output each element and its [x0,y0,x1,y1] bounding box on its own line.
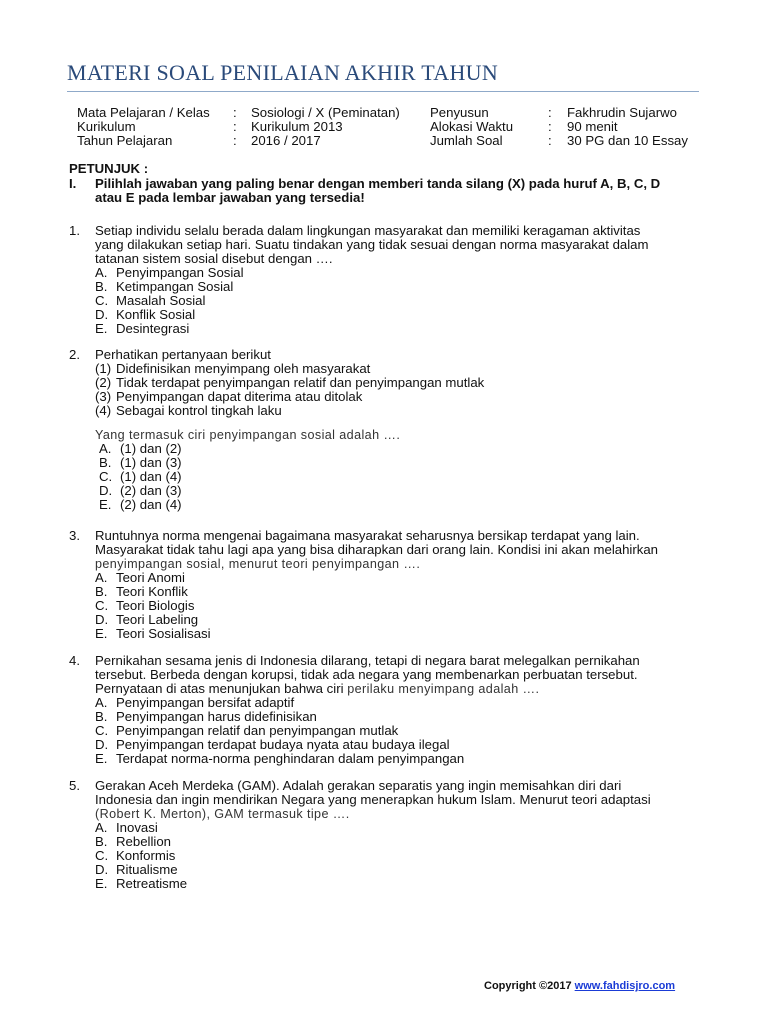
option [95,266,705,280]
option-letter: E. [95,751,108,766]
instructions-line: atau E pada lembar jawaban yang tersedia! [95,190,365,205]
statement-number: (1) [95,361,112,376]
question-stem: yang dilakukan setiap hari. Suatu tindakan yang tidak sesuai dengan norma masyarakat dalam [95,237,649,252]
option-letter: D. [95,737,109,752]
option [95,752,705,766]
option [95,322,705,336]
option [95,710,705,724]
option-text: Konformis [116,848,176,863]
option-text: Penyimpangan bersifat adaptif [116,695,295,710]
question-stem: Masyarakat tidak tahu lagi apa yang bisa diharapkan dari orang lain. Kondisi ini akan melahirkan [95,542,659,557]
question-stem: Runtuhnya norma mengenai bagaimana masyarakat seharusnya bersikap terdapat yang lain. [95,528,640,543]
question-number: 5. [69,778,80,793]
option-letter: E. [95,876,108,891]
statement-number: (2) [95,375,112,390]
option [95,498,705,512]
instructions-heading: PETUNJUK : [69,161,149,176]
option-text: Rebellion [116,834,171,849]
option-text: Konflik Sosial [116,307,196,322]
info-value: Fakhrudin Sujarwo [567,105,677,120]
info-value: 90 menit [567,119,618,134]
option-letter: D. [95,612,109,627]
info-sep: : [548,119,552,134]
option [95,442,705,456]
instructions-line: Pilihlah jawaban yang paling benar dengan memberi tanda silang (X) pada huruf A, B, C, D [95,176,661,191]
statement-text: Didefinisikan menyimpang oleh masyarakat [116,361,371,376]
question-stem: Setiap individu selalu berada dalam lingkungan masyarakat dan memiliki keragaman aktivitas [95,223,641,238]
statement [95,362,705,376]
option-text: Penyimpangan harus didefinisikan [116,709,317,724]
question-stem [95,682,705,696]
option [95,585,705,599]
question-number: 2. [69,347,80,362]
info-value: 30 PG dan 10 Essay [567,133,688,148]
info-label: Penyusun [430,105,489,120]
statement [95,404,705,418]
option-letter: D. [99,483,113,498]
option-text: Ritualisme [116,862,178,877]
question-number: 3. [69,528,80,543]
info-label: Jumlah Soal [430,133,503,148]
option-text: Teori Labeling [116,612,199,627]
option-letter: B. [99,455,112,470]
option-letter: A. [95,695,108,710]
option-letter: E. [95,626,108,641]
option [95,308,705,322]
option-text: (1) dan (3) [120,455,182,470]
copyright-text: Copyright ©2017 [484,980,575,992]
question-stem: tatanan sistem sosial disebut dengan …. [95,251,333,266]
info-value: Sosiologi / X (Peminatan) [251,105,400,120]
option [95,849,705,863]
option [95,738,705,752]
question-stem: Pernikahan sesama jenis di Indonesia dilarang, tetapi di negara barat melegalkan pernikahan [95,653,640,668]
option [95,280,705,294]
option-letter: E. [95,321,108,336]
option [95,613,705,627]
option-letter: B. [95,709,108,724]
option-text: Penyimpangan terdapat budaya nyata atau budaya ilegal [116,737,450,752]
info-sep: : [233,133,237,148]
option-text: Teori Biologis [116,598,195,613]
question-number: 1. [69,223,80,238]
option-text: Retreatisme [116,876,188,891]
question-stem: penyimpangan sosial, menurut teori penyimpangan …. [95,557,421,571]
option-letter: A. [95,570,108,585]
option-text: Teori Sosialisasi [116,626,211,641]
option-letter: C. [95,723,109,738]
info-sep: : [233,105,237,120]
info-sep: : [548,105,552,120]
option-text: Teori Konflik [116,584,188,599]
option-letter: B. [95,279,108,294]
info-value: 2016 / 2017 [251,133,321,148]
option [95,863,705,877]
statement-text: Penyimpangan dapat diterima atau ditolak [116,389,363,404]
option-text: Penyimpangan Sosial [116,265,244,280]
page-title: MATERI SOAL PENILAIAN AKHIR TAHUN [67,60,499,85]
website-link[interactable]: www.fahdisjro.com [574,980,676,992]
statement-text: Tidak terdapat penyimpangan relatif dan penyimpangan mutlak [116,375,485,390]
statement [95,390,705,404]
option-text: (1) dan (4) [120,469,182,484]
option-letter: B. [95,584,108,599]
option [95,484,705,498]
question-stem: Perhatikan pertanyaan berikut [95,347,271,362]
question-stem: Gerakan Aceh Merdeka (GAM). Adalah gerakan separatis yang ingin memisahkan diri dari [95,778,622,793]
question-stem: tersebut. Berbeda dengan korupsi, tidak ada negara yang membenarkan perbuatan tersebut. [95,667,638,682]
title-divider [67,91,699,92]
option-letter: E. [99,497,112,512]
option [95,456,705,470]
option-letter: D. [95,862,109,877]
statement-number: (4) [95,403,112,418]
option-letter: A. [99,441,112,456]
option [95,571,705,585]
option [95,696,705,710]
info-label: Tahun Pelajaran [77,133,173,148]
info-value: Kurikulum 2013 [251,119,343,134]
option-text: Desintegrasi [116,321,190,336]
option-letter: C. [99,469,113,484]
option-text: Inovasi [116,820,158,835]
copyright-footer [484,980,675,992]
question-stem-part: perilaku menyimpang adalah …. [347,682,540,696]
info-sep: : [548,133,552,148]
option-text: (2) dan (4) [120,497,182,512]
question-prompt: Yang termasuk ciri penyimpangan sosial adalah …. [95,428,401,442]
option-text: (2) dan (3) [120,483,182,498]
info-sep: : [233,119,237,134]
option-text: Penyimpangan relatif dan penyimpangan mutlak [116,723,399,738]
info-label: Mata Pelajaran / Kelas [77,105,210,120]
statement [95,376,705,390]
option-letter: D. [95,307,109,322]
option [95,599,705,613]
statement-number: (3) [95,389,112,404]
option-letter: C. [95,293,109,308]
option [95,294,705,308]
option-letter: A. [95,265,108,280]
option [95,627,705,641]
option-text: Ketimpangan Sosial [116,279,234,294]
option [95,835,705,849]
info-label: Alokasi Waktu [430,119,514,134]
info-label: Kurikulum [77,119,136,134]
question-stem-part: Pernyataan di atas menunjukan bahwa ciri [95,681,348,696]
option [95,470,705,484]
option-letter: B. [95,834,108,849]
option-text: Teori Anomi [116,570,185,585]
question-number: 4. [69,653,80,668]
option [95,821,705,835]
option [95,724,705,738]
option-text: Masalah Sosial [116,293,206,308]
option-text: Terdapat norma-norma penghindaran dalam penyimpangan [116,751,465,766]
option-letter: C. [95,598,109,613]
question-stem: Indonesia dan ingin mendirikan Negara yang menerapkan hukum Islam. Menurut teori adaptasi [95,792,651,807]
statement-text: Sebagai kontrol tingkah laku [116,403,282,418]
instructions-number: I. [69,176,77,191]
option-letter: C. [95,848,109,863]
option-letter: A. [95,820,108,835]
question-stem: (Robert K. Merton), GAM termasuk tipe …. [95,807,350,821]
option [95,877,705,891]
option-text: (1) dan (2) [120,441,182,456]
